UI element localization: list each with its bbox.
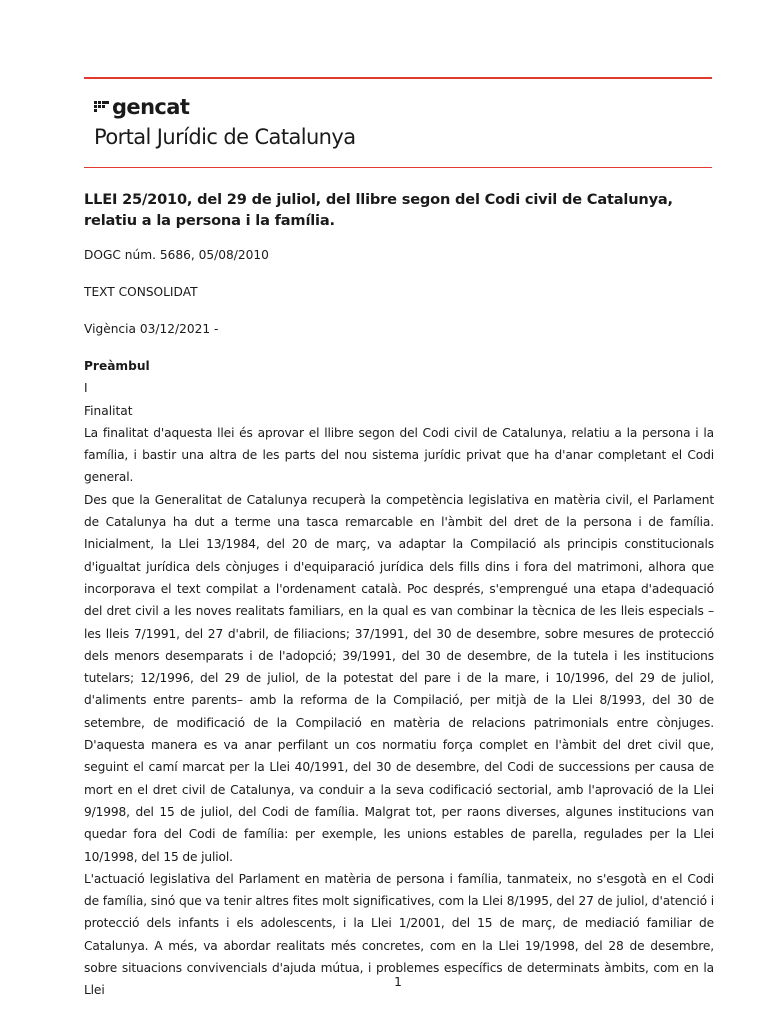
header-bottom-rule <box>84 167 712 168</box>
brand-name: gencat <box>112 94 190 119</box>
gencat-mark-icon <box>94 99 110 115</box>
section-number: I <box>84 381 88 396</box>
paragraph: L'actuació legislativa del Parlament en matèria de persona i família, tanmateix, no s'esgotà en el Codi de família, sinó que va tenir altres fites molt significatives, com la Llei 8/1995, del 27 de juliol, d'atenció i protecció dels infants i els adolescents, i la Llei 1/2001, del 15 de març, de mediació familiar de Catalunya. A més, va abordar realitats més concretes, com en la Llei 19/1998, del 28 de desembre, sobre situacions convivencials d'ajuda mútua, i problemes específics de determinats àmbits, com en la Llei <box>84 871 714 998</box>
portal-title: Portal Jurídic de Catalunya <box>94 125 356 149</box>
validity-date: Vigència 03/12/2021 - <box>84 322 219 336</box>
dogc-reference: DOGC núm. 5686, 05/08/2010 <box>84 248 269 262</box>
preamble-heading: Preàmbul <box>84 359 150 373</box>
page-number: 1 <box>394 975 402 989</box>
gencat-logo <box>94 92 355 122</box>
law-title: LLEI 25/2010, del 29 de juliol, del llibre segon del Codi civil de Catalunya, relatiu a la persona i la família. <box>84 191 673 229</box>
paragraph: La finalitat d'aquesta llei és aprovar el llibre segon del Codi civil de Catalunya, relatiu a la persona i la família, i bastir una altra de les parts del nou sistema jurídic privat que ha d'anar completant el Codi general. <box>84 425 714 485</box>
consolidated-text-label: TEXT CONSOLIDAT <box>84 285 198 299</box>
header-top-rule <box>84 77 712 79</box>
header-brand <box>94 92 355 150</box>
document-body <box>84 355 714 1002</box>
subsection-heading: Finalitat <box>84 403 133 418</box>
paragraph: Des que la Generalitat de Catalunya recuperà la competència legislativa en matèria civil, el Parlament de Catalunya ha dut a terme una tasca remarcable en l'àmbit del dret de la persona i de família. Inicialment, la Llei 13/1984, del 20 de març, va adaptar la Compilació als principis constitucionals d'igualtat jurídica dels cònjuges i d'equiparació jurídica dels fills dins i fora del matrimoni, alhora que incorporava el text compilat a l'ordenament català. Poc després, s'emprengué una etapa d'adequació del dret civil a les noves realitats familiars, en la qual es van combinar la tècnica de les lleis especials –les lleis 7/1991, del 27 d'abril, de filiacions; 37/1991, del 30 de desembre, sobre mesures de protecció dels menors desemparats i de l'adopció; 39/1991, del 30 de desembre, de la tutela i les institucions tutelars; 12/1996, del 29 de juliol, de la potestat del pare i de la mare, i 10/1996, del 29 de juliol, d'aliments entre parents– amb la reforma de la Compilació, per mitjà de la Llei 8/1993, del 30 de setembre, de modificació de la Compilació en matèria de relacions patrimonials entre cònjuges. D'aquesta manera es va anar perfilant un cos normatiu força complet en l'àmbit del dret civil que, seguint el camí marcat per la Llei 40/1991, del 30 de desembre, del Codi de successions per causa de mort en el dret civil de Catalunya, va conduir a la seva codificació sectorial, amb l'aprovació de la Llei 9/1998, del 15 de juliol, del Codi de família. Malgrat tot, per raons diverses, algunes institucions van quedar fora del Codi de família: per exemple, les unions estables de parella, regulades per la Llei 10/1998, del 15 de juliol. <box>84 492 714 864</box>
